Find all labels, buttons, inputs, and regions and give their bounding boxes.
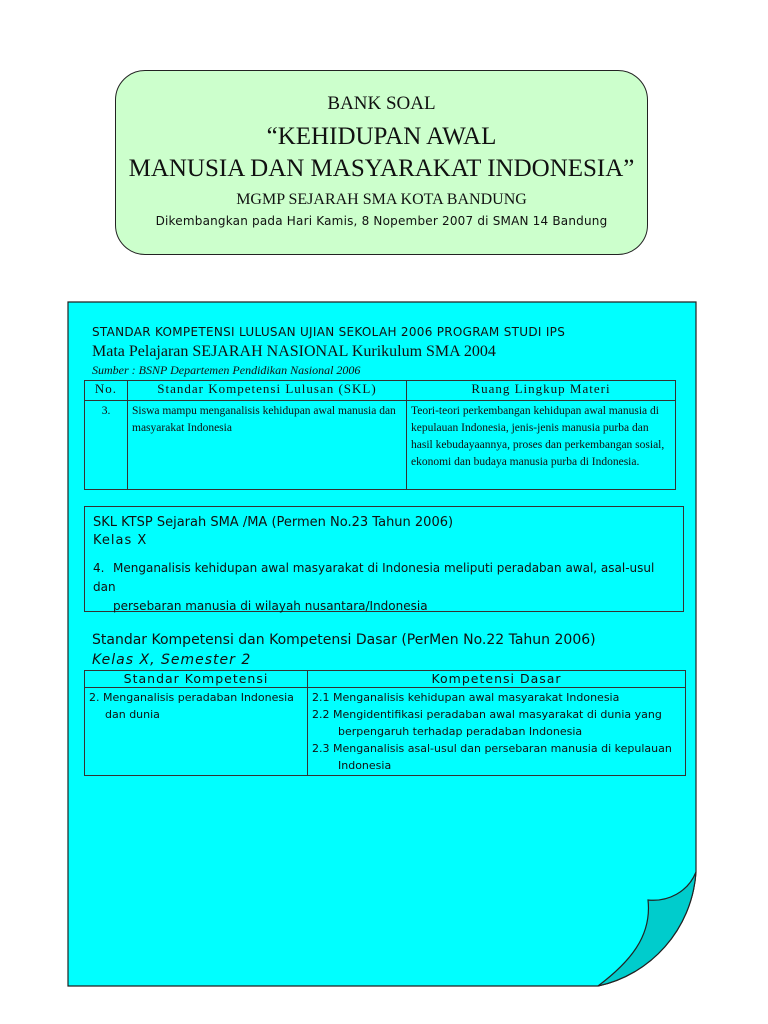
row-skl: Siswa mampu menganalisis kehidupan awal manusia dan masyarakat Indonesia <box>128 401 407 490</box>
column-header-skl: Standar Kompetensi Lulusan (SKL) <box>128 381 407 401</box>
skl-table <box>84 380 676 490</box>
ktsp-item-line-2: persebaran manusia di wilayah nusantara/Indonesia <box>113 599 428 613</box>
title-line-1: BANK SOAL <box>327 93 436 114</box>
kd-cell <box>308 688 686 776</box>
title-line-2: “KEHIDUPAN AWAL <box>266 123 497 150</box>
ktsp-box <box>84 506 684 612</box>
ktsp-item <box>93 559 678 616</box>
title-developed-date: Dikembangkan pada Hari Kamis, 8 Nopember 2007 di SMAN 14 Bandung <box>155 214 608 228</box>
column-header-materi: Ruang Lingkup Materi <box>407 381 676 401</box>
column-header-sk: Standar Kompetensi <box>85 671 308 688</box>
sk-cell <box>85 688 308 776</box>
skl-subject-title: Mata Pelajaran SEJARAH NASIONAL Kurikulum SMA 2004 <box>92 343 496 360</box>
skl-heading: STANDAR KOMPETENSI LULUSAN UJIAN SEKOLAH 2006 PROGRAM STUDI IPS <box>92 325 566 339</box>
title-organization: MGMP SEJARAH SMA KOTA BANDUNG <box>236 191 527 208</box>
skkd-title: Standar Kompetensi dan Kompetensi Dasar (PerMen No.22 Tahun 2006) <box>92 632 596 648</box>
kd-item-1: 2.1 Menganalisis kehidupan awal masyarakat Indonesia <box>312 691 620 704</box>
ktsp-item-number: 4. <box>93 561 105 575</box>
row-materi: Teori-teori perkembangan kehidupan awal manusia di kepulauan Indonesia, jenis-jenis manusia purba dan hasil kebudayaannya, proses dan perkembangan sosial, ekonomi dan budaya manusia purba di Indonesia. <box>407 401 676 490</box>
sk-line-1: 2. Menganalisis peradaban Indonesia <box>89 691 294 704</box>
kd-item-2-line-1: 2.2 Mengidentifikasi peradaban awal masyarakat di dunia yang <box>312 708 662 721</box>
skl-source: Sumber : BSNP Departemen Pendidikan Nasional 2006 <box>92 363 361 377</box>
sk-line-2: dan dunia <box>105 708 160 721</box>
skkd-table <box>84 670 686 776</box>
ktsp-item-line-1: Menganalisis kehidupan awal masyarakat di Indonesia meliputi peradaban awal, asal-usul dan <box>93 561 655 594</box>
table-row <box>85 688 686 776</box>
kd-item-3-line-1: 2.3 Menganalisis asal-usul dan persebaran manusia di kepulauan <box>312 742 672 755</box>
table-row <box>85 401 676 490</box>
row-no: 3. <box>85 401 128 490</box>
ktsp-kelas: Kelas X <box>93 533 148 548</box>
title-line-3: MANUSIA DAN MASYARAKAT INDONESIA” <box>128 155 635 182</box>
ktsp-title: SKL KTSP Sejarah SMA /MA (Permen No.23 Tahun 2006) <box>93 515 454 530</box>
column-header-kd: Kompetensi Dasar <box>308 671 686 688</box>
skkd-kelas: Kelas X, Semester 2 <box>92 652 252 668</box>
column-header-no: No. <box>85 381 128 401</box>
kd-item-3-line-2: Indonesia <box>338 759 392 772</box>
kd-item-2-line-2: berpengaruh terhadap peradaban Indonesia <box>338 725 583 738</box>
